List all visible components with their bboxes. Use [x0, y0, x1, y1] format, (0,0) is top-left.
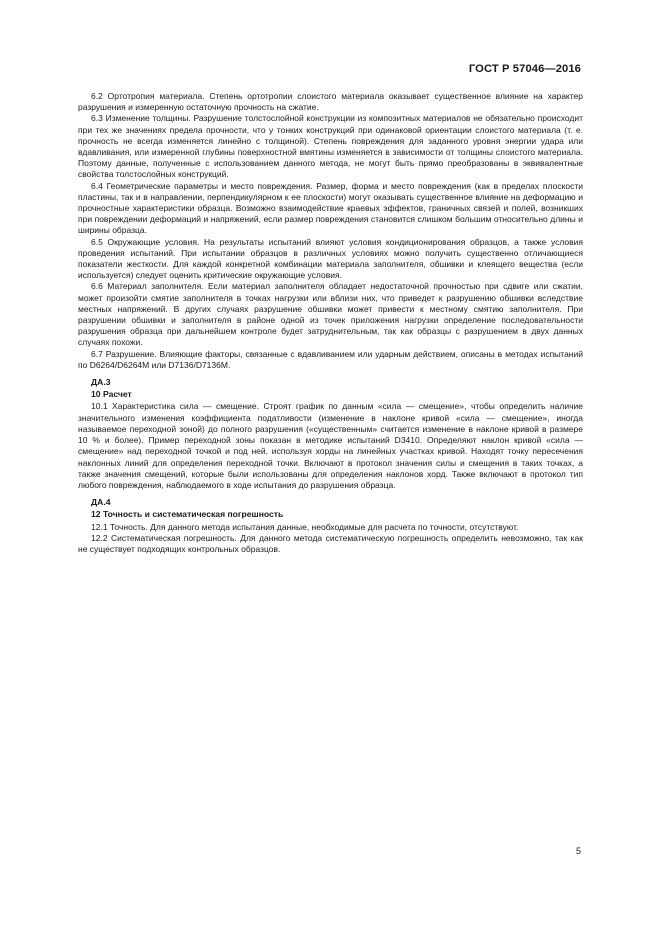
paragraph-6-2: 6.2 Ортотропия материала. Степень ортотропии слоистого материала оказывает существенное влияние на характер разрушения и измеренную остаточную прочность на сжатие.	[78, 91, 583, 113]
section-title-precision: 12 Точность и систематическая погрешность	[91, 509, 284, 520]
section-label-da4: ДА.4	[91, 497, 111, 508]
paragraph-6-4: 6.4 Геометрические параметры и место повреждения. Размер, форма и место повреждения (как в пределах плоскости пластины, так и в направлении, перпендикулярном к ее плоскости) могут оказывать существенное влияние на деформацию и прочностные характеристики образца. Возможно взаимодействие краевых эффектов, граничных связей и полей, возникших при повреждении деформаций и напряжений, если размер повреждения становится слишком большим относительно длины и ширины образца.	[78, 180, 583, 236]
document-standard-number: ГОСТ Р 57046—2016	[468, 63, 581, 75]
paragraph-6-3: 6.3 Изменение толщины. Разрушение толстослойной конструкции из композитных материалов не обязательно происходит при тех же значениях предела прочности, что у тонких конструкций при одинаковой ориентации слоистого материала (т. е. прочность не всегда изменяется линейно с толщиной). Степень повреждения для заданного уровня энергии удара или вдавливания, или измеренной глубины поверхностной вмятины изменяется в зависимости от толщины слоистого материала. Поэтому данные, полученные с использованием данного метода, не могут быть прямо преобразованы в эквивалентные свойства толстослойных конструкций.	[78, 113, 583, 180]
paragraph-10-1: 10.1 Характеристика сила — смещение. Строят график по данным «сила — смещение», чтобы определить наличие значительного изменения коэффициента податливости (изменение в наклоне кривой «сила — смещение», иногда называемое переходной зоной) до полного разрушения («существенным» считается изменение в наклоне кривой в размере 10 % и более). Пример переходной зоны показан в методике испытаний D3410. Определяют наклон кривой «сила — смещение» над переходной точкой и под ней, используя хорды на линейных участках кривой. Находят точку пересечения наклонных линий для определения переходной точки. Включают в протокол значения силы и смещения в таких точках, а также значения смещений, которые были использованы для определения наклонов хорд. Также включают в протокол тип любого повреждения, наблюдаемого в ходе испытания до разрушения образца.	[78, 401, 583, 490]
section-title-calculation: 10 Расчет	[91, 389, 132, 400]
paragraph-12-1: 12.1 Точность. Для данного метода испытания данные, необходимые для расчета по точности, отсутствуют.	[91, 521, 519, 532]
paragraph-12-2: 12.2 Систематическая погрешность. Для данного метода систематическую погрешность определить невозможно, так как не существует подходящих контрольных образцов.	[78, 532, 583, 554]
paragraph-6-7: 6.7 Разрушение. Влияющие факторы, связанные с вдавливанием или ударным действием, описаны в методах испытаний по D6264/D6264M или D7136/D7136M.	[78, 348, 583, 370]
section-label-da3: ДА.3	[91, 377, 111, 388]
paragraph-6-5: 6.5 Окружающие условия. На результаты испытаний влияют условия кондиционирования образцов, а также условия проведения испытаний. При испытании образцов в различных условиях можно получить существенно отличающиеся показатели жесткости. Для каждой конкретной комбинации материала заполнителя, обшивки и клеящего вещества (если используется) следует оценить критические окружающие условия.	[78, 236, 583, 281]
paragraph-6-6: 6.6 Материал заполнителя. Если материал заполнителя обладает недостаточной прочностью при сдвиге или сжатии, может произойти смятие заполнителя в точках нагрузки или вблизи них, что приведет к разрушению обшивки вследствие местных напряжений. В других случаях разрушение обшивки может привести к местному смятию заполнителя. При разрушении обшивки и заполнителя в районе одной из точек приложения нагрузки определение последовательности разрушения образца при дальнейшем контроле будет затруднительным, так как образцы с разрушением в двух данных случаях похожи.	[78, 281, 583, 348]
page-number: 5	[575, 846, 581, 856]
page-body	[78, 91, 583, 555]
